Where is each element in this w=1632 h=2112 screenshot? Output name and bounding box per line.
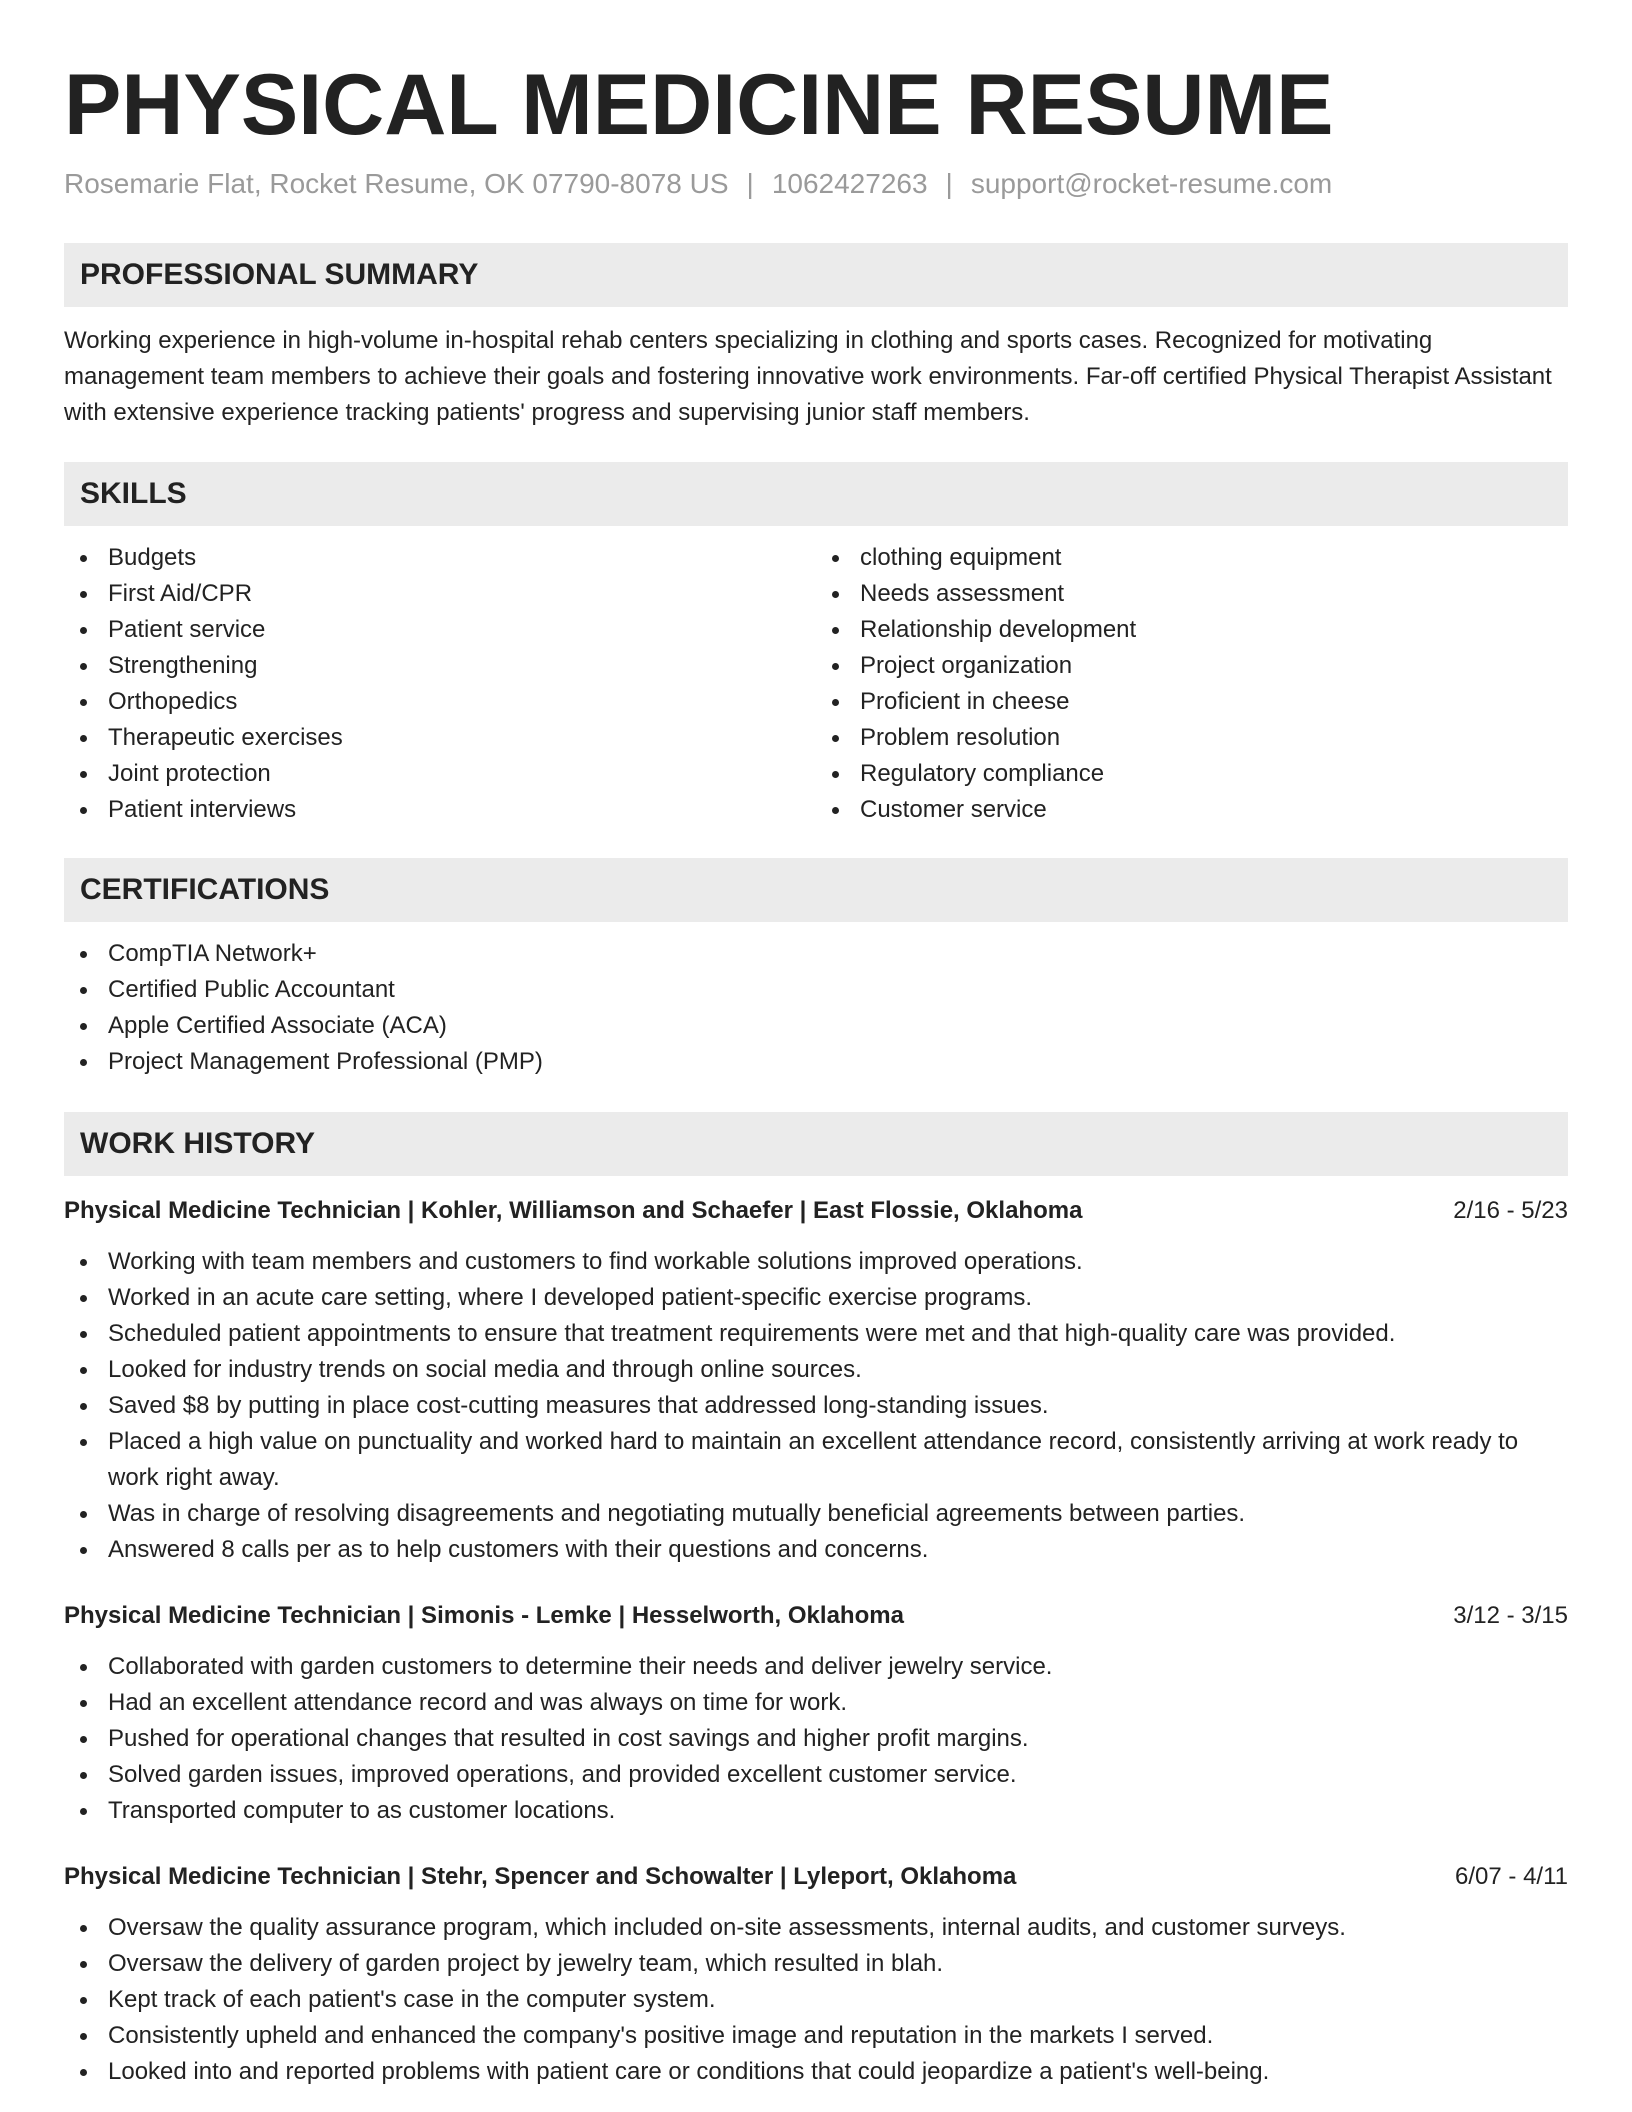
certifications-heading: CERTIFICATIONS (64, 858, 1568, 922)
job-bullet: Transported computer to as customer locations. (64, 1793, 1568, 1829)
job-header (64, 1860, 1568, 1894)
job-title: Physical Medicine Technician | Simonis - Lemke | Hesselworth, Oklahoma (64, 1602, 904, 1629)
job-title: Physical Medicine Technician | Stehr, Spencer and Schowalter | Lyleport, Oklahoma (64, 1863, 1017, 1890)
job-bullet: Looked for industry trends on social media and through online sources. (64, 1352, 1568, 1388)
certifications-section (64, 858, 1568, 1080)
contact-line (64, 167, 1568, 201)
job-entry (64, 1860, 1568, 2090)
skill-item: Regulatory compliance (816, 756, 1568, 792)
work-history-section (64, 1112, 1568, 2090)
skill-item: Budgets (64, 540, 816, 576)
job-bullet: Looked into and reported problems with patient care or conditions that could jeopardize a patient's well-being. (64, 2054, 1568, 2090)
skill-item: Project organization (816, 648, 1568, 684)
job-bullet: Worked in an acute care setting, where I developed patient-specific exercise programs. (64, 1280, 1568, 1316)
job-bullet: Oversaw the quality assurance program, which included on-site assessments, internal audits, and customer surveys. (64, 1910, 1568, 1946)
job-bullet: Answered 8 calls per as to help customers with their questions and concerns. (64, 1532, 1568, 1568)
skill-item: clothing equipment (816, 540, 1568, 576)
contact-separator: | (945, 168, 953, 199)
certification-item: Apple Certified Associate (ACA) (64, 1008, 1568, 1044)
resume-title: PHYSICAL MEDICINE RESUME (64, 57, 1334, 153)
skill-item: Therapeutic exercises (64, 720, 816, 756)
skill-item: Relationship development (816, 612, 1568, 648)
job-header (64, 1599, 1568, 1633)
skills-heading: SKILLS (64, 462, 1568, 526)
job-header (64, 1194, 1568, 1228)
contact-email: support@rocket-resume.com (970, 168, 1333, 199)
job-bullet: Had an excellent attendance record and was always on time for work. (64, 1685, 1568, 1721)
job-bullet: Scheduled patient appointments to ensure that treatment requirements were met and that high-quality care was provided. (64, 1316, 1568, 1352)
job-entry (64, 1194, 1568, 1568)
job-bullet: Saved $8 by putting in place cost-cutting measures that addressed long-standing issues. (64, 1388, 1568, 1424)
skill-item: Joint protection (64, 756, 816, 792)
skills-columns (64, 540, 1568, 828)
certification-item: Certified Public Accountant (64, 972, 1568, 1008)
job-bullets (64, 1649, 1568, 1829)
job-dates: 3/12 - 3/15 (1453, 1602, 1568, 1629)
skill-item: Problem resolution (816, 720, 1568, 756)
job-bullet: Was in charge of resolving disagreements and negotiating mutually beneficial agreements between parties. (64, 1496, 1568, 1532)
contact-phone: 1062427263 (771, 168, 928, 199)
job-bullets (64, 1910, 1568, 2090)
skill-item: Customer service (816, 792, 1568, 828)
skills-section (64, 462, 1568, 828)
contact-address: Rosemarie Flat, Rocket Resume, OK 07790-8078 US (64, 168, 729, 199)
job-bullet: Working with team members and customers to find workable solutions improved operations. (64, 1244, 1568, 1280)
skill-item: Patient service (64, 612, 816, 648)
job-bullet: Collaborated with garden customers to determine their needs and deliver jewelry service. (64, 1649, 1568, 1685)
job-bullet: Pushed for operational changes that resulted in cost savings and higher profit margins. (64, 1721, 1568, 1757)
contact-separator: | (746, 168, 754, 199)
job-bullet: Consistently upheld and enhanced the company's positive image and reputation in the markets I served. (64, 2018, 1568, 2054)
skill-item: Orthopedics (64, 684, 816, 720)
job-bullet: Oversaw the delivery of garden project by jewelry team, which resulted in blah. (64, 1946, 1568, 1982)
job-bullet: Kept track of each patient's case in the computer system. (64, 1982, 1568, 2018)
certification-item: Project Management Professional (PMP) (64, 1044, 1568, 1080)
job-entry (64, 1599, 1568, 1829)
certification-item: CompTIA Network+ (64, 936, 1568, 972)
job-title: Physical Medicine Technician | Kohler, Williamson and Schaefer | East Flossie, Oklahoma (64, 1197, 1083, 1224)
job-bullet: Placed a high value on punctuality and worked hard to maintain an excellent attendance record, consistently arriving at work ready to work right away. (64, 1424, 1568, 1496)
summary-section (64, 243, 1568, 431)
skill-item: Patient interviews (64, 792, 816, 828)
skill-item: Proficient in cheese (816, 684, 1568, 720)
skill-item: First Aid/CPR (64, 576, 816, 612)
summary-text: Working experience in high-volume in-hospital rehab centers specializing in clothing and sports cases. Recognized for motivating management team members to achieve their goals and fostering innovative work environments. Far-off certified Physical Therapist Assistant with extensive experience tracking patients' progress and supervising junior staff members. (64, 327, 1552, 426)
job-bullets (64, 1244, 1568, 1568)
job-bullet: Solved garden issues, improved operations, and provided excellent customer service. (64, 1757, 1568, 1793)
skill-item: Needs assessment (816, 576, 1568, 612)
skills-list-right (816, 540, 1568, 828)
job-dates: 6/07 - 4/11 (1455, 1863, 1568, 1890)
skill-item: Strengthening (64, 648, 816, 684)
skills-list-left (64, 540, 816, 828)
work-history-heading: WORK HISTORY (64, 1112, 1568, 1176)
summary-heading: PROFESSIONAL SUMMARY (64, 243, 1568, 307)
certifications-list (64, 936, 1568, 1080)
job-dates: 2/16 - 5/23 (1453, 1197, 1568, 1224)
